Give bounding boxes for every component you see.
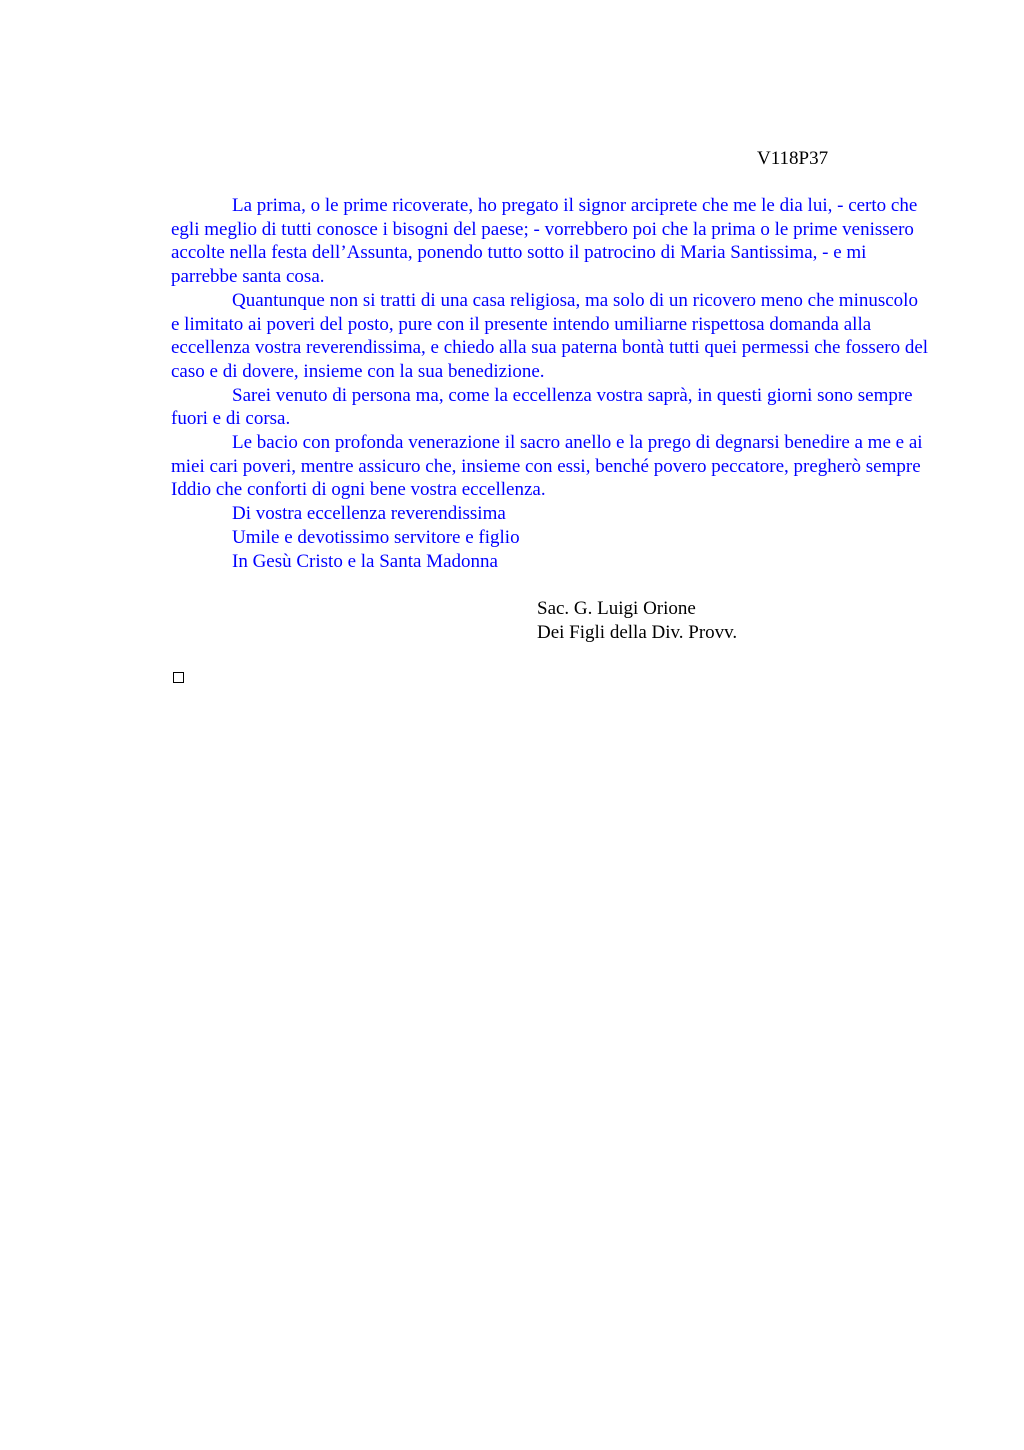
reference-code: V118P37	[757, 148, 829, 169]
closing-line-1: Di vostra eccellenza reverendissima	[232, 503, 506, 524]
paragraph-3: Sarei venuto di persona ma, come la eccellenza vostra saprà, in questi giorni sono sempre fuori e di corsa.	[171, 384, 913, 430]
end-of-document-box-icon	[173, 672, 184, 683]
closing-line-2: Umile e devotissimo servitore e figlio	[232, 527, 520, 548]
signature-name: Sac. G. Luigi Orione	[537, 598, 696, 619]
signature-affiliation: Dei Figli della Div. Provv.	[537, 622, 738, 643]
letter-body	[171, 194, 931, 502]
paragraph-1: La prima, o le prime ricoverate, ho pregato il signor arciprete che me le dia lui, - certo che egli meglio di tutti conosce i bisogni del paese; - vorrebbero poi che la prima o le prime venissero accolte nella festa dell’Assunta, ponendo tutto sotto il patrocino di Maria Santissima, - e mi parrebbe santa cosa.	[171, 195, 918, 288]
paragraph-4: Le bacio con profonda venerazione il sacro anello e la prego di degnarsi benedire a me e ai miei cari poveri, mentre assicuro che, insieme con essi, benché povero peccatore, pregherò sempre Iddio che conforti di ogni bene vostra eccellenza.	[171, 432, 923, 501]
closing-line-3: In Gesù Cristo e la Santa Madonna	[232, 551, 498, 572]
paragraph-2: Quantunque non si tratti di una casa religiosa, ma solo di un ricovero meno che minuscolo e limitato ai poveri del posto, pure con il presente intendo umiliarne rispettosa domanda alla eccellenza vostra reverendissima, e chiedo alla sua paterna bontà tutti quei permessi che fossero del caso e di dovere, insieme con la sua benedizione.	[171, 289, 929, 382]
